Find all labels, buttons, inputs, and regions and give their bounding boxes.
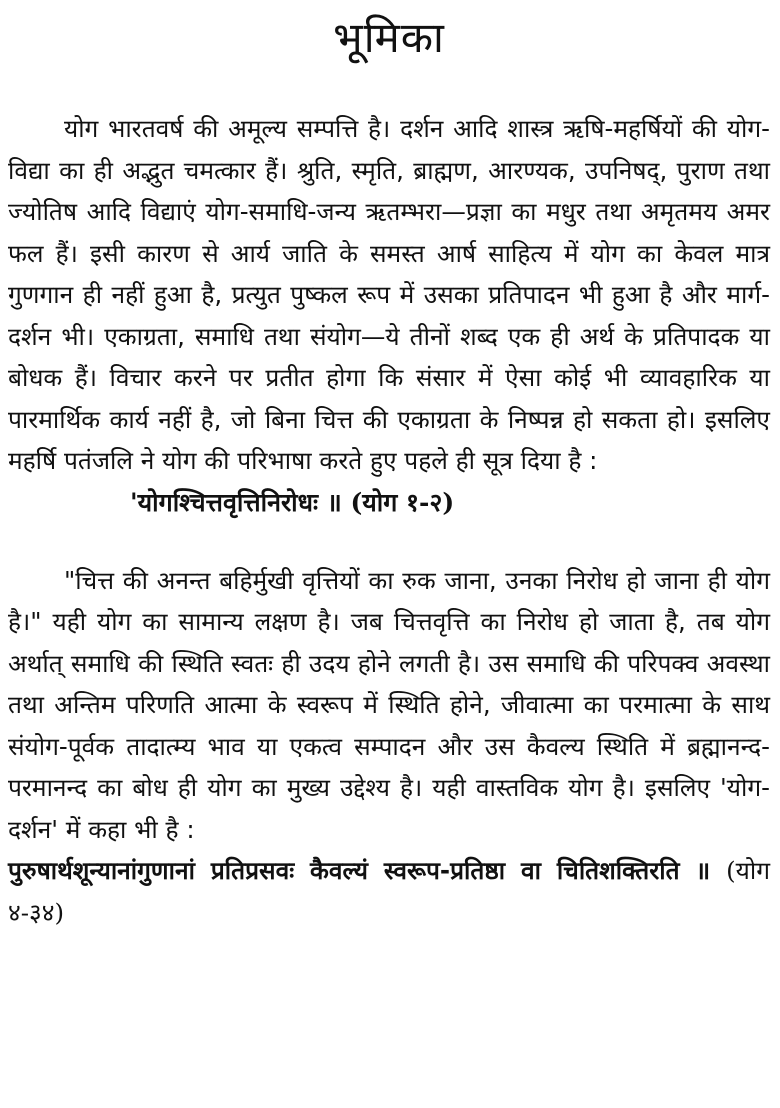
paragraph-2 <box>8 560 770 851</box>
paragraph-2-text: "चित्त की अनन्त बहिर्मुखी वृत्तियों का रुक जाना, उनका निरोध हो जाना ही योग है।" यही योग का सामान्य लक्षण है। जब चित्तवृत्ति का निरोध हो जाता है, तब योग अर्थात् समाधि की स्थिति स्वतः ही उदय होने लगती है। उस समाधि की परिपक्व अवस्था तथा अन्तिम परिणति आत्मा के स्वरूप में स्थिति होने, जीवात्मा का परमात्मा के साथ संयोग-पूर्वक तादात्म्य भाव या एकत्व सम्पादन और उस कैवल्य स्थिति में ब्रह्मानन्द-परमानन्द का बोध ही योग का मुख्य उद्देश्य है। यही वास्तविक योग है। इसलिए 'योग-दर्शन' में कहा भी है : <box>8 565 770 844</box>
paragraph-1 <box>8 108 770 482</box>
paragraph-1-text: योग भारतवर्ष की अमूल्य सम्पत्ति है। दर्शन आदि शास्त्र ऋषि-महर्षियों की योग-विद्या का ही अद्भुत चमत्कार हैं। श्रुति, स्मृति, ब्राह्मण, आरण्यक, उपनिषद्, पुराण तथा ज्योतिष आदि विद्याएं योग-समाधि-जन्य ऋतम्भरा—प्रज्ञा का मधुर तथा अमृतमय अमर फल हैं। इसी कारण से आर्य जाति के समस्त आर्ष साहित्य में योग का केवल मात्र गुणगान ही नहीं हुआ है, प्रत्युत पुष्कल रूप में उसका प्रतिपादन भी हुआ है और मार्ग-दर्शन भी। एकाग्रता, समाधि तथा संयोग—ये तीनों शब्द एक ही अर्थ के प्रतिपादक या बोधक हैं। विचार करने पर प्रतीत होगा कि संसार में ऐसा कोई भी व्यावहारिक या पारमार्थिक कार्य नहीं है, जो बिना चित्त की एकाग्रता के निष्पन्न हो सकता हो। इसलिए महर्षि पतंजलि ने योग की परिभाषा करते हुए पहले ही सूत्र दिया है : <box>8 114 770 475</box>
sutra-2-reference: (योग ४-३४) <box>8 856 770 927</box>
section-gap <box>8 524 770 560</box>
page-title: भूमिका <box>333 13 445 62</box>
sutra-2-text: पुरुषार्थशून्यानांगुणानां प्रतिप्रसवः कैवल्यं स्वरूप-प्रतिष्ठा वा चितिशक्तिरति ॥ <box>8 856 711 885</box>
sutra-2 <box>8 850 770 933</box>
sutra-1: 'योगश्चित्तवृत्तिनिरोधः ॥ (योग १-२) <box>130 487 455 517</box>
